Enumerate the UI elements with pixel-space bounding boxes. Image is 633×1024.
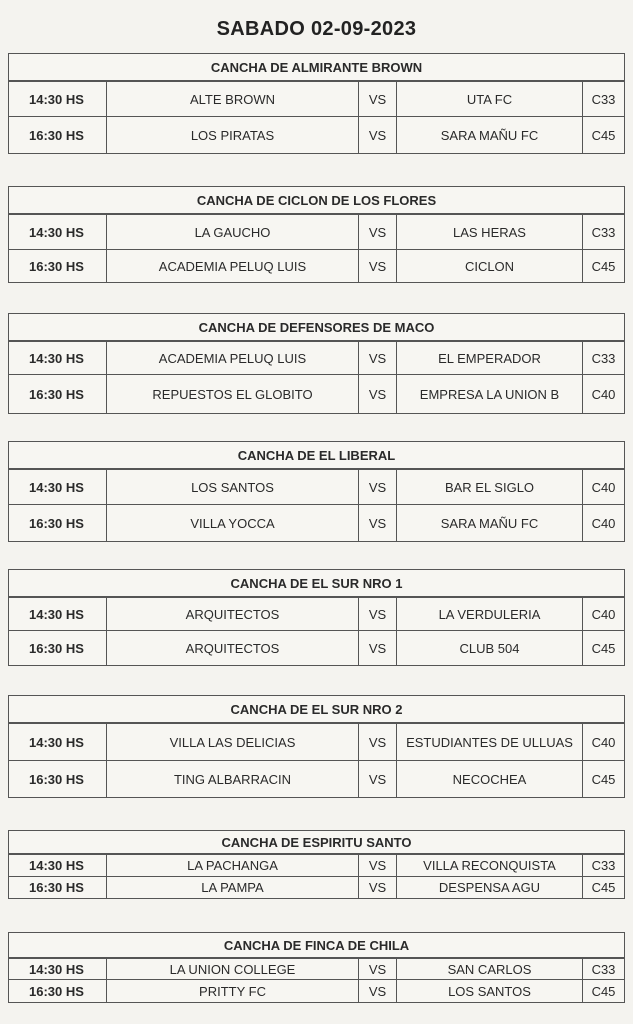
away-team: LAS HERAS xyxy=(396,215,582,249)
vs-label: VS xyxy=(358,980,396,1002)
venue-title: CANCHA DE FINCA DE CHILA xyxy=(9,933,624,958)
away-team: UTA FC xyxy=(396,82,582,116)
vs-label: VS xyxy=(358,959,396,979)
match-time: 14:30 HS xyxy=(29,91,84,107)
vs-label: VS xyxy=(358,375,396,413)
match-time: 16:30 HS xyxy=(29,983,84,999)
category: C40 xyxy=(582,505,624,541)
home-team: ALTE BROWN xyxy=(106,82,358,116)
home-team: TING ALBARRACIN xyxy=(106,761,358,797)
away-team: SARA MAÑU FC xyxy=(396,117,582,153)
away-team: CICLON xyxy=(396,250,582,282)
page-title: SABADO 02-09-2023 xyxy=(216,18,417,40)
venue-title: CANCHA DE DEFENSORES DE MACO xyxy=(9,314,624,341)
vs-label: VS xyxy=(358,117,396,153)
home-team: ACADEMIA PELUQ LUIS xyxy=(106,342,358,374)
match-time: 14:30 HS xyxy=(29,858,84,873)
vs-label: VS xyxy=(358,470,396,504)
home-team: VILLA YOCCA xyxy=(106,505,358,541)
category: C33 xyxy=(582,959,624,979)
away-team: SARA MAÑU FC xyxy=(396,505,582,541)
category: C40 xyxy=(582,724,624,760)
vs-label: VS xyxy=(358,82,396,116)
venue-title: CANCHA DE EL SUR NRO 1 xyxy=(9,570,624,597)
venue-title: CANCHA DE ESPIRITU SANTO xyxy=(9,831,624,854)
category: C45 xyxy=(582,631,624,665)
match-row xyxy=(9,958,624,979)
venue-block xyxy=(8,695,625,798)
match-row xyxy=(9,341,624,374)
home-team: ARQUITECTOS xyxy=(106,631,358,665)
match-time: 16:30 HS xyxy=(29,771,84,787)
home-team: ARQUITECTOS xyxy=(106,598,358,630)
away-team: EMPRESA LA UNION B xyxy=(396,375,582,413)
venue-title: CANCHA DE ALMIRANTE BROWN xyxy=(9,54,624,81)
match-row xyxy=(9,760,624,797)
match-time: 14:30 HS xyxy=(29,224,84,240)
match-time: 14:30 HS xyxy=(29,350,84,366)
category: C45 xyxy=(582,117,624,153)
category: C33 xyxy=(582,82,624,116)
away-team: DESPENSA AGU xyxy=(396,877,582,898)
match-row xyxy=(9,597,624,630)
match-time: 16:30 HS xyxy=(29,880,84,895)
match-time: 14:30 HS xyxy=(29,961,84,977)
category: C40 xyxy=(582,470,624,504)
match-row xyxy=(9,854,624,876)
match-row xyxy=(9,979,624,1002)
venue-block xyxy=(8,830,625,899)
home-team: PRITTY FC xyxy=(106,980,358,1002)
home-team: LA UNION COLLEGE xyxy=(106,959,358,979)
category: C33 xyxy=(582,342,624,374)
vs-label: VS xyxy=(358,505,396,541)
category: C40 xyxy=(582,375,624,413)
venue-title: CANCHA DE CICLON DE LOS FLORES xyxy=(9,187,624,214)
match-row xyxy=(9,374,624,413)
away-team: VILLA RECONQUISTA xyxy=(396,855,582,876)
home-team: ACADEMIA PELUQ LUIS xyxy=(106,250,358,282)
away-team: SAN CARLOS xyxy=(396,959,582,979)
match-row xyxy=(9,630,624,665)
category: C33 xyxy=(582,855,624,876)
venue-block xyxy=(8,569,625,666)
category: C45 xyxy=(582,877,624,898)
match-row xyxy=(9,723,624,760)
vs-label: VS xyxy=(358,631,396,665)
vs-label: VS xyxy=(358,215,396,249)
match-time: 16:30 HS xyxy=(29,515,84,531)
venue-block xyxy=(8,932,625,1003)
away-team: NECOCHEA xyxy=(396,761,582,797)
vs-label: VS xyxy=(358,598,396,630)
home-team: LOS SANTOS xyxy=(106,470,358,504)
away-team: EL EMPERADOR xyxy=(396,342,582,374)
away-team: LA VERDULERIA xyxy=(396,598,582,630)
match-time: 16:30 HS xyxy=(29,127,84,143)
match-time: 14:30 HS xyxy=(29,479,84,495)
match-row xyxy=(9,469,624,504)
away-team: LOS SANTOS xyxy=(396,980,582,1002)
match-row xyxy=(9,876,624,898)
vs-label: VS xyxy=(358,877,396,898)
venue-block xyxy=(8,53,625,154)
venue-title: CANCHA DE EL SUR NRO 2 xyxy=(9,696,624,723)
vs-label: VS xyxy=(358,342,396,374)
category: C45 xyxy=(582,250,624,282)
match-row xyxy=(9,214,624,249)
match-row xyxy=(9,116,624,153)
away-team: BAR EL SIGLO xyxy=(396,470,582,504)
match-row xyxy=(9,504,624,541)
category: C40 xyxy=(582,598,624,630)
vs-label: VS xyxy=(358,761,396,797)
match-time: 14:30 HS xyxy=(29,606,84,622)
match-time: 14:30 HS xyxy=(29,734,84,750)
home-team: REPUESTOS EL GLOBITO xyxy=(106,375,358,413)
away-team: ESTUDIANTES DE ULLUAS xyxy=(396,724,582,760)
home-team: VILLA LAS DELICIAS xyxy=(106,724,358,760)
match-time: 16:30 HS xyxy=(29,640,84,656)
category: C45 xyxy=(582,980,624,1002)
match-time: 16:30 HS xyxy=(29,386,84,402)
vs-label: VS xyxy=(358,855,396,876)
category: C33 xyxy=(582,215,624,249)
match-row xyxy=(9,249,624,282)
venue-block xyxy=(8,186,625,283)
home-team: LA PACHANGA xyxy=(106,855,358,876)
home-team: LA PAMPA xyxy=(106,877,358,898)
match-row xyxy=(9,81,624,116)
home-team: LOS PIRATAS xyxy=(106,117,358,153)
venue-block xyxy=(8,441,625,542)
venue-block xyxy=(8,313,625,414)
vs-label: VS xyxy=(358,250,396,282)
vs-label: VS xyxy=(358,724,396,760)
match-time: 16:30 HS xyxy=(29,258,84,274)
home-team: LA GAUCHO xyxy=(106,215,358,249)
venue-title: CANCHA DE EL LIBERAL xyxy=(9,442,624,469)
category: C45 xyxy=(582,761,624,797)
away-team: CLUB 504 xyxy=(396,631,582,665)
